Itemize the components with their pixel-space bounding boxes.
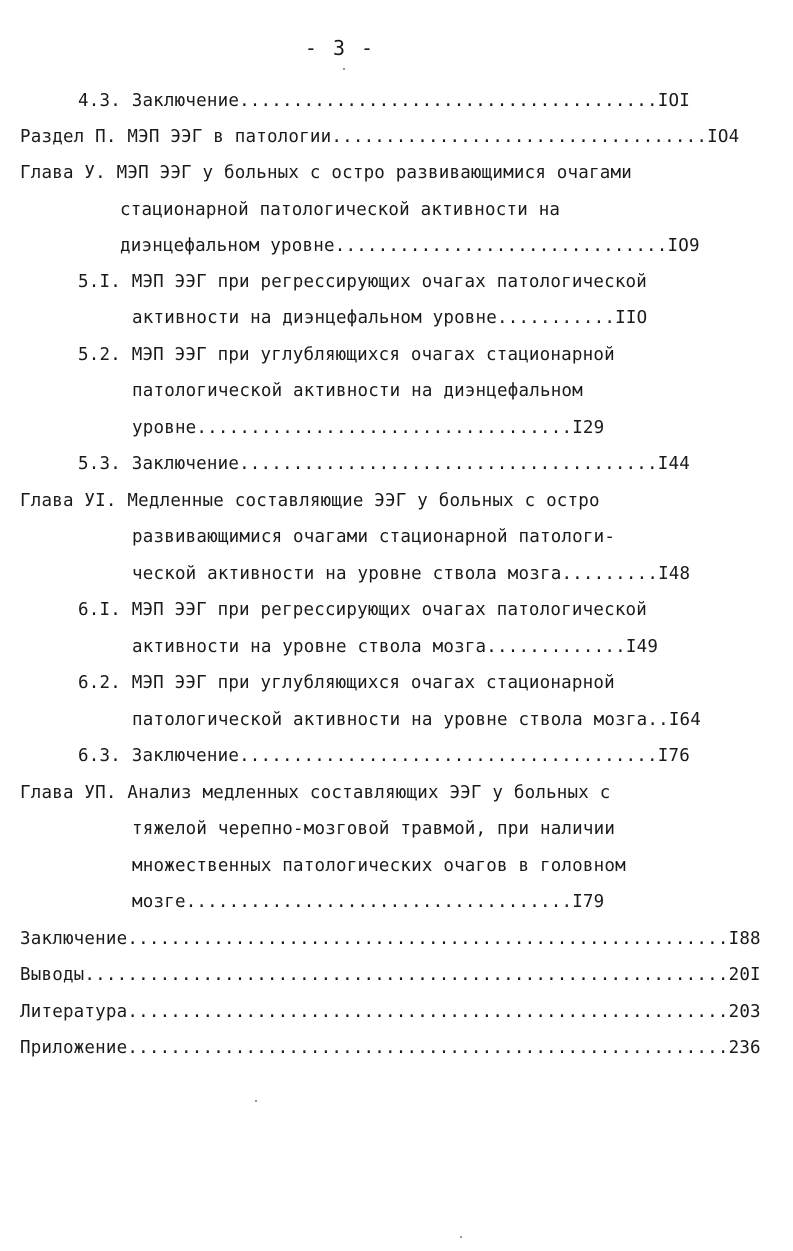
toc-line: ческой активности на уровне ствола мозга.........I48: [132, 564, 691, 584]
toc-title: стационарной патологической активности на: [120, 200, 561, 220]
toc-page: IO9: [667, 236, 700, 256]
toc-line: 6.3. Заключение.......................................I76: [78, 746, 690, 766]
toc-line: Выводы............................................................20I: [20, 965, 761, 985]
paper-speck: [343, 68, 345, 70]
toc-line: Литература........................................................203: [20, 1002, 761, 1022]
toc-line: 4.3. Заключение.......................................IOI: [78, 91, 690, 111]
toc-line: активности на диэнцефальном уровне...........IIO: [132, 308, 648, 328]
toc-title: Выводы: [20, 965, 85, 985]
toc-number: 6.I.: [78, 600, 121, 620]
toc-line: [120, 195, 720, 225]
toc-line: [20, 486, 720, 516]
toc-line: [20, 778, 720, 808]
toc-line: Заключение........................................................I88: [20, 929, 761, 949]
toc-line: активности на уровне ствола мозга.............I49: [132, 637, 659, 657]
toc-page: I49: [625, 637, 659, 657]
toc-title: МЭП ЭЭГ при углубляющихся очагах стационарной: [131, 673, 615, 693]
toc-page: I79: [572, 892, 605, 912]
toc-number: 6.2.: [78, 673, 121, 693]
toc-title: активности на уровне ствола мозга: [132, 637, 487, 657]
toc-line: уровне...................................I29: [132, 418, 605, 438]
toc-title: МЭП ЭЭГ при регрессирующих очагах патологической: [131, 600, 648, 620]
toc-line: [78, 340, 718, 370]
toc-number: 5.2.: [78, 345, 121, 365]
toc-number: 5.3.: [78, 454, 121, 474]
toc-title: Заключение: [131, 746, 240, 766]
toc-title: Заключение: [20, 929, 128, 949]
toc-title: множественных патологических очагов в головном: [132, 856, 626, 876]
toc-line: [132, 522, 722, 552]
toc-title: МЭП ЭЭГ при регрессирующих очагах патологической: [131, 272, 648, 292]
toc-page: IOI: [657, 91, 690, 111]
toc-title: Медленные составляющие ЭЭГ у больных с остро: [127, 491, 600, 511]
toc-page: I48: [658, 564, 691, 584]
toc-title: патологической активности на уровне ствола мозга.: [132, 710, 659, 730]
toc-number: Глава УП.: [20, 783, 117, 803]
toc-title: патологической активности на диэнцефальном: [132, 381, 583, 401]
toc-page: IIO: [615, 308, 648, 328]
toc-line: 5.3. Заключение.......................................I44: [78, 454, 690, 474]
toc-page: I76: [657, 746, 690, 766]
page-number: - 3 -: [304, 36, 376, 60]
paper-speck: [460, 1236, 462, 1238]
toc-title: Приложение: [20, 1038, 128, 1058]
toc-title: МЭП ЭЭГ при углубляющихся очагах стационарной: [131, 345, 615, 365]
toc-page: 236: [728, 1038, 761, 1058]
toc-page: 203: [728, 1002, 761, 1022]
toc-number: 6.3.: [78, 746, 121, 766]
toc-line: Приложение........................................................236: [20, 1038, 761, 1058]
toc-page: I29: [572, 418, 605, 438]
toc-line: патологической активности на уровне ствола мозга..I64: [132, 710, 702, 730]
toc-page: IO4: [707, 127, 740, 147]
toc-number: 5.I.: [78, 272, 121, 292]
toc-number: Раздел П.: [20, 127, 117, 147]
toc-line: [20, 158, 720, 188]
toc-line: Раздел П. МЭП ЭЭГ в патологии...................................IO4: [20, 127, 740, 147]
toc-title: тяжелой черепно-мозговой травмой, при наличии: [132, 819, 616, 839]
toc-page: I88: [728, 929, 761, 949]
toc-title: МЭП ЭЭГ в патологии: [127, 127, 332, 147]
toc-title: развивающимися очагами стационарной патологи-: [132, 527, 616, 547]
toc-number: Глава У.: [20, 163, 106, 183]
toc-page: 20I: [728, 965, 761, 985]
toc-title: ческой активности на уровне ствола мозга: [132, 564, 562, 584]
toc-line: [132, 814, 722, 844]
toc-page: I44: [657, 454, 690, 474]
toc-line: [78, 595, 718, 625]
toc-line: [78, 267, 718, 297]
toc-title: диэнцефальном уровне: [120, 236, 335, 256]
toc-line: [132, 851, 722, 881]
toc-line: мозге....................................I79: [132, 892, 605, 912]
toc-title: мозге: [132, 892, 186, 912]
toc-title: Заключение: [131, 91, 240, 111]
toc-line: [132, 376, 722, 406]
toc-number: 4.3.: [78, 91, 121, 111]
toc-line: [78, 668, 718, 698]
toc-line: диэнцефальном уровне...............................IO9: [120, 236, 700, 256]
toc-page: I64: [668, 710, 702, 730]
toc-title: активности на диэнцефальном уровне: [132, 308, 498, 328]
toc-title: уровне: [132, 418, 197, 438]
toc-title: МЭП ЭЭГ у больных с остро развивающимися очагами: [116, 163, 632, 183]
toc-title: Литература: [20, 1002, 128, 1022]
toc-title: Заключение: [131, 454, 240, 474]
toc-number: Глава УI.: [20, 491, 117, 511]
toc-title: Анализ медленных составляющих ЭЭГ у больных с: [127, 783, 611, 803]
paper-speck: [255, 1100, 257, 1102]
